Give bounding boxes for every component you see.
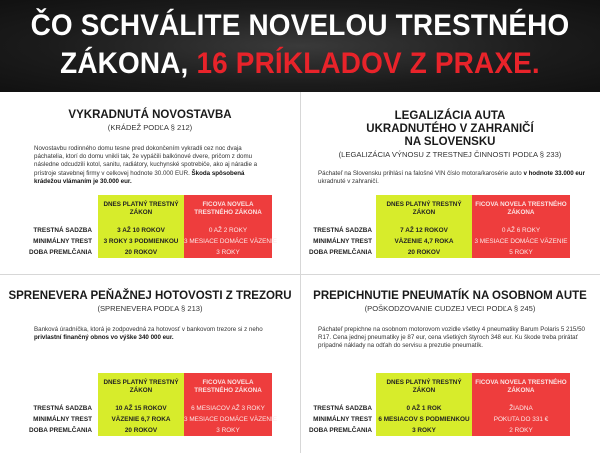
current-law-header: DNES PLATNÝ TRESTNÝ ZÁKON: [98, 195, 184, 225]
case-subtitle: (KRÁDEŽ PODĽA § 212): [107, 123, 193, 132]
headline-line-2: [21, 45, 579, 83]
penalty-table: [0, 373, 300, 443]
case-description: Banková úradníčka, ktorá je zodpovedná za hotovosť v bankovom trezore si z neho privlastní finančný obnos vo výške 340 000 eur.: [34, 326, 263, 342]
case-description: Páchateľ na Slovensku prihlásí na falošné VIN číslo motora/karosérie auto v hodnote 33.000 eur ukradnuté v zahraničí.: [318, 170, 585, 186]
novel-law-header: FICOVA NOVELA TRESTNÉHO ZÁKONA: [472, 373, 570, 403]
case-subtitle: (SPRENEVERA PODĽA § 213): [97, 304, 203, 313]
current-law-header: DNES PLATNÝ TRESTNÝ ZÁKON: [376, 195, 472, 225]
table-cell: 20 ROKOV: [407, 249, 441, 256]
headline-red-part: 16 PRÍKLADOV Z PRAXE.: [196, 47, 540, 80]
current-law-header: DNES PLATNÝ TRESTNÝ ZÁKON: [98, 373, 184, 403]
penalty-table: [0, 195, 300, 265]
table-cell: POKUTA DO 331 €: [493, 416, 549, 423]
headline-white-part: ZÁKONA,: [60, 47, 189, 80]
table-cell: VÄZENIE 6,7 ROKA: [111, 416, 171, 423]
current-law-values: [376, 403, 472, 436]
table-cell: 20 ROKOV: [124, 427, 158, 434]
table-cell: 3 MESIACE DOMÁCE VÄZENIE: [184, 416, 278, 423]
case-subtitle: (POŠKODZOVANIE CUDZEJ VECI PODĽA § 245): [364, 304, 536, 313]
case-subtitle: (LEGALIZÁCIA VÝNOSU Z TRESTNEJ ČINNOSTI PODĽA § 233): [338, 150, 562, 159]
case-card-sprenevera: [0, 275, 300, 453]
current-law-header: DNES PLATNÝ TRESTNÝ ZÁKON: [376, 373, 472, 403]
novel-law-header: FICOVA NOVELA TRESTNÉHO ZÁKONA: [184, 373, 272, 403]
table-cell: 2 ROKY: [509, 427, 533, 434]
label-trestna-sadzba: TRESTNÁ SADZBA: [33, 227, 92, 234]
novel-law-values: [184, 403, 278, 436]
case-card-novostavba: [0, 92, 300, 274]
label-minimalny-trest: MINIMÁLNY TREST: [313, 416, 372, 423]
label-doba-premlcania: DOBA PREMLČANIA: [29, 249, 92, 256]
table-cell: VÄZENIE 4,7 ROKA: [394, 238, 454, 245]
table-cell: 0 AŽ 1 ROK: [406, 405, 442, 412]
label-minimalny-trest: MINIMÁLNY TREST: [33, 238, 92, 245]
case-card-legalizacia-auta: [300, 92, 600, 274]
table-cell: 3 ROKY: [412, 427, 436, 434]
case-description: Novostavbu rodinného domu tesne pred dokončením vykradli cez noc dvaja páchatelia, ktorí do domu vnikli tak, že vypáčili balkónové dvere, pričom z domu následne odcudzili kotol, sanitu, radiátory, kuchynské spotrebiče, ako aj náradie a prístroje stavebnej firmy v celkovej hodnote 30.000 EUR. Škoda spôsobená krádežou vlámaním je 30.000 eur.: [34, 145, 258, 185]
novel-law-values: [472, 403, 570, 436]
novel-law-header: FICOVA NOVELA TRESTNÉHO ZÁKONA: [472, 195, 570, 225]
novel-law-values: [472, 225, 570, 258]
table-cell: 0 AŽ 2 ROKY: [208, 227, 248, 234]
headline-line-1: ČO SCHVÁLITE NOVELOU TRESTNÉHO: [30, 9, 570, 42]
table-cell: 3 ROKY 3 PODMIENKOU: [103, 238, 179, 245]
case-title: PREPICHNUTIE PNEUMATÍK NA OSOBNOM AUTE: [313, 290, 587, 302]
case-description: Páchateľ prepichne na osobnom motorovom vozidle všetky 4 pneumatiky Barum Polaris 5 215/50 R17. Cena jednej pneumatiky je 87 eur, cena všetkých štyroch 348 eur. Ku škode treba prirátať prípadné náklady na odťah do servisu a prezutie pneumatík.: [318, 326, 585, 350]
penalty-table: [300, 195, 600, 265]
case-title: LEGALIZÁCIA AUTA UKRADNUTÉHO V ZAHRANIČÍ NA SLOVENSKU: [366, 110, 534, 148]
label-trestna-sadzba: TRESTNÁ SADZBA: [313, 405, 372, 412]
label-minimalny-trest: MINIMÁLNY TREST: [313, 238, 372, 245]
table-cell: 0 AŽ 6 ROKY: [501, 227, 541, 234]
table-cell: 6 MESIACOV S PODMIENKOU: [378, 416, 470, 423]
label-trestna-sadzba: TRESTNÁ SADZBA: [313, 227, 372, 234]
case-title: VYKRADNUTÁ NOVOSTAVBA: [68, 109, 232, 121]
row-labels: [0, 403, 92, 436]
label-doba-premlcania: DOBA PREMLČANIA: [309, 249, 372, 256]
row-labels: [0, 225, 92, 258]
table-cell: 7 AŽ 12 ROKOV: [400, 227, 448, 234]
row-labels: [300, 225, 372, 258]
table-cell: 3 MESIACE DOMÁCE VÄZENIE: [184, 238, 278, 245]
current-law-values: [98, 403, 184, 436]
penalty-table: [300, 373, 600, 443]
table-cell: 10 AŽ 15 ROKOV: [115, 405, 167, 412]
table-cell: 3 ROKY: [216, 249, 240, 256]
current-law-values: [98, 225, 184, 258]
table-cell: ŽIADNA: [509, 405, 533, 412]
row-labels: [300, 403, 372, 436]
table-cell: 5 ROKY: [509, 249, 533, 256]
table-cell: 3 AŽ 10 ROKOV: [117, 227, 165, 234]
label-minimalny-trest: MINIMÁLNY TREST: [33, 416, 92, 423]
table-cell: 20 ROKOV: [124, 249, 158, 256]
novel-law-values: [184, 225, 278, 258]
novel-law-header: FICOVA NOVELA TRESTNÉHO ZÁKONA: [184, 195, 272, 225]
headline-banner: [0, 0, 600, 92]
table-cell: 3 ROKY: [216, 427, 240, 434]
table-cell: 3 MESIACE DOMÁCE VÄZENIE: [474, 238, 568, 245]
label-doba-premlcania: DOBA PREMLČANIA: [29, 427, 92, 434]
case-title: SPRENEVERA PEŇAŽNEJ HOTOVOSTI Z TREZORU: [8, 290, 292, 302]
table-cell: 6 MESIACOV AŽ 3 ROKY: [191, 405, 265, 412]
label-doba-premlcania: DOBA PREMLČANIA: [309, 427, 372, 434]
case-card-pneumatiky: [300, 275, 600, 453]
label-trestna-sadzba: TRESTNÁ SADZBA: [33, 405, 92, 412]
current-law-values: [376, 225, 472, 258]
